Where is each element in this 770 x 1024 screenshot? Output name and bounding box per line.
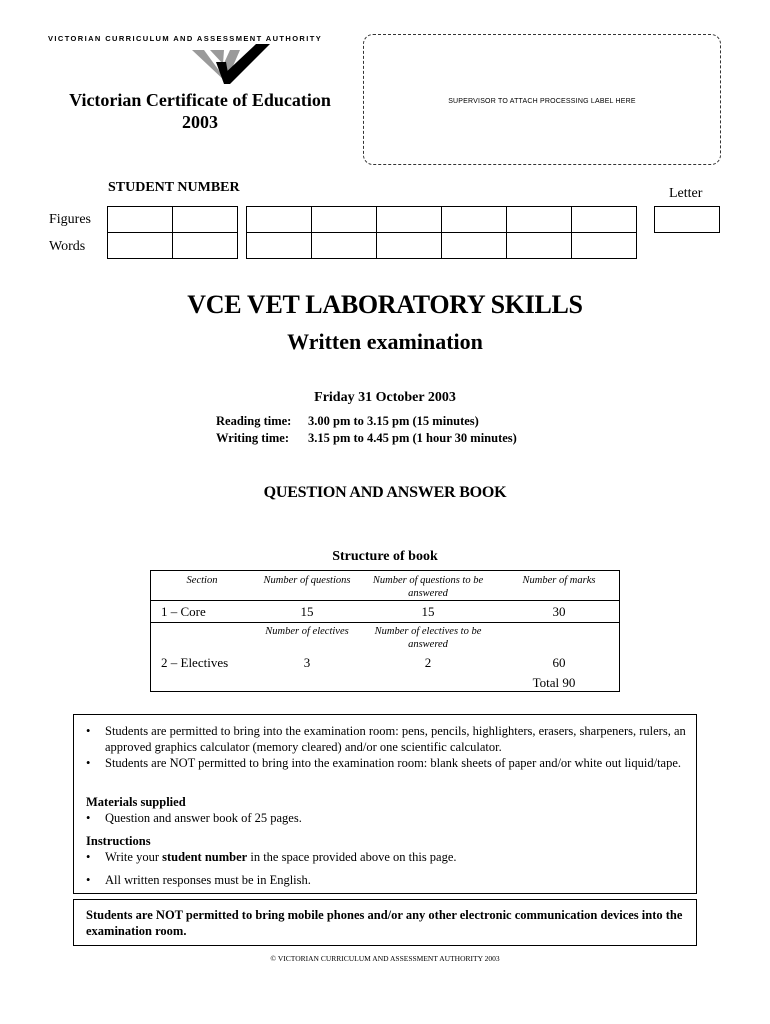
bullet: • (86, 756, 91, 770)
header-num-to-answer: Number of questions to be answered (372, 575, 484, 599)
writing-time-label: Writing time: (216, 431, 290, 445)
word-box[interactable] (572, 233, 637, 259)
figure-box[interactable] (572, 207, 637, 233)
figures-label: Figures (49, 212, 91, 227)
figure-box[interactable] (108, 207, 173, 233)
instruction-student-number (86, 849, 686, 865)
instruction-pre: Write your (105, 850, 163, 864)
vcaa-check-logo-icon (190, 44, 270, 84)
electives-section: 2 – Electives (161, 655, 229, 670)
structure-title: Structure of book (332, 549, 438, 564)
header-num-marks: Number of marks (522, 575, 596, 586)
supervisor-label-text: SUPERVISOR TO ATTACH PROCESSING LABEL HERE (448, 98, 636, 105)
figure-box[interactable] (312, 207, 377, 233)
exam-times (216, 413, 517, 447)
materials-text: Question and answer book of 25 pages. (105, 811, 302, 825)
certificate-year: 2003 (182, 112, 218, 132)
word-box[interactable] (108, 233, 173, 259)
figure-box[interactable] (507, 207, 572, 233)
core-section: 1 – Core (161, 604, 206, 619)
certificate-title (50, 89, 350, 133)
header-num-electives: Number of electives (265, 626, 349, 637)
exam-subtitle: Written examination (287, 329, 483, 354)
instruction-text (105, 849, 686, 865)
mobile-phone-warning: Students are NOT permitted to bring mobile phones and/or any other electronic communication devices into the examination room. (73, 899, 697, 946)
exam-date: Friday 31 October 2003 (314, 390, 456, 405)
structure-table (150, 570, 620, 692)
header-num-questions: Number of questions (263, 575, 351, 586)
materials-item (86, 810, 686, 826)
book-title: QUESTION AND ANSWER BOOK (263, 484, 507, 501)
core-marks: 30 (552, 604, 566, 619)
instruction-bold: student number (162, 850, 248, 864)
instructions-heading: Instructions (86, 834, 151, 848)
word-box[interactable] (442, 233, 507, 259)
permitted-text: Students are permitted to bring into the examination room: pens, pencils, highlighters, erasers, sharpeners, rulers, an approved graphics calculator (memory cleared) and/or one scientific calculator. (105, 724, 686, 754)
figure-box[interactable] (247, 207, 312, 233)
student-number-heading: STUDENT NUMBER (108, 180, 240, 195)
copyright-notice: © VICTORIAN CURRICULUM AND ASSESSMENT AUTHORITY 2003 (270, 954, 500, 963)
not-permitted-item (86, 755, 686, 771)
reading-time-label: Reading time: (216, 414, 292, 428)
bullet: • (86, 811, 91, 825)
reading-time-value: 3.00 pm to 3.15 pm (15 minutes) (308, 414, 479, 428)
letter-box[interactable] (654, 206, 720, 233)
materials-heading: Materials supplied (86, 795, 186, 809)
exam-title: VCE VET LABORATORY SKILLS (187, 290, 583, 319)
word-box[interactable] (377, 233, 442, 259)
processing-label-area (363, 34, 721, 165)
table-divider (151, 600, 619, 601)
writing-time-value: 3.15 pm to 4.45 pm (1 hour 30 minutes) (308, 431, 517, 445)
header-section: Section (186, 575, 218, 586)
core-questions: 15 (300, 604, 314, 619)
figure-box[interactable] (442, 207, 507, 233)
student-number-grid-prefix (107, 206, 238, 259)
electives-count: 3 (303, 655, 311, 670)
letter-label: Letter (669, 186, 703, 201)
instruction-post: in the space provided above on this page. (247, 850, 457, 864)
instruction-english-text: All written responses must be in English. (105, 873, 311, 887)
not-permitted-text: Students are NOT permitted to bring into the examination room: blank sheets of paper and/or white out liquid/tape. (105, 756, 682, 770)
electives-answered: 2 (424, 655, 432, 670)
electives-marks: 60 (552, 655, 566, 670)
word-box[interactable] (247, 233, 312, 259)
header-electives-to-answer: Number of electives to be answered (374, 626, 482, 650)
bullet: • (86, 724, 91, 738)
word-box[interactable] (173, 233, 238, 259)
word-box[interactable] (507, 233, 572, 259)
permitted-item (86, 723, 686, 755)
core-answered: 15 (421, 604, 435, 619)
bullet: • (86, 873, 91, 887)
authority-name: VICTORIAN CURRICULUM AND ASSESSMENT AUTHORITY (48, 34, 323, 43)
certificate-line1: Victorian Certificate of Education (69, 90, 331, 110)
student-number-grid-main (246, 206, 637, 259)
figure-box[interactable] (377, 207, 442, 233)
word-box[interactable] (312, 233, 377, 259)
table-divider (151, 622, 619, 623)
instructions-box (73, 714, 697, 894)
words-label: Words (49, 239, 86, 254)
total-marks: Total 90 (532, 675, 576, 690)
instruction-english (86, 872, 686, 888)
figure-box[interactable] (173, 207, 238, 233)
bullet: • (86, 850, 91, 864)
